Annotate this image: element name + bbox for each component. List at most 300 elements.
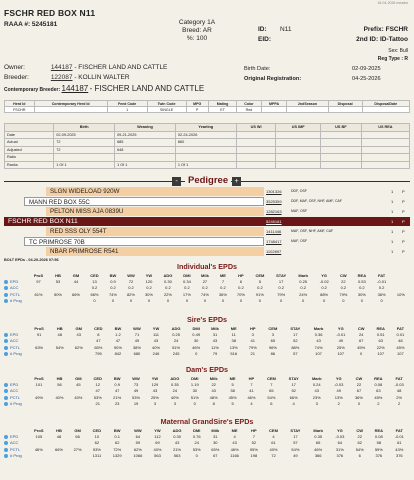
weights-row bbox=[5, 161, 410, 169]
epd-header-cell: Milk bbox=[211, 427, 220, 433]
epd-cell: 0 bbox=[360, 351, 363, 357]
epd-cell: 13% bbox=[229, 344, 238, 350]
epd-header-cell: REA bbox=[376, 325, 385, 331]
contemporary-link[interactable]: 144187 bbox=[61, 84, 89, 93]
epd-cell: 21 bbox=[95, 401, 100, 407]
epd-cell: 97 bbox=[36, 278, 41, 284]
epd-row-label-text: # Prog bbox=[10, 453, 22, 459]
epd-cell: 0.2 bbox=[184, 285, 190, 291]
epd-header-cell: YW bbox=[154, 427, 161, 433]
info-dot-icon bbox=[4, 441, 8, 445]
epd-cell: 67 bbox=[356, 388, 362, 394]
epd-header-cell: REA bbox=[374, 427, 384, 433]
pedigree-row[interactable] bbox=[4, 247, 410, 256]
pedigree-name: RED SSS OLY 554T bbox=[46, 227, 264, 236]
epd-cell: 45% bbox=[396, 344, 405, 350]
herd-header-cell: MPPA bbox=[261, 101, 287, 107]
epd-cell: 13 bbox=[92, 278, 97, 284]
epd-cell: 120 bbox=[145, 278, 153, 284]
weights-row bbox=[5, 146, 410, 154]
epd-cell: 25% bbox=[150, 394, 159, 400]
epd-cell: 6 bbox=[358, 453, 361, 459]
epd-cell: 245 bbox=[172, 351, 180, 357]
epd-row bbox=[4, 298, 410, 305]
category-label: Category 1A bbox=[178, 19, 216, 26]
epd-cell: 54% bbox=[267, 394, 276, 400]
epd-cell: 30% bbox=[357, 291, 366, 297]
epd-table bbox=[4, 272, 410, 304]
epd-cell: 2 bbox=[337, 401, 340, 407]
epd-row-label-text: # Prog bbox=[10, 351, 22, 357]
weights-cell bbox=[236, 139, 276, 147]
epd-cell: 24 bbox=[172, 388, 178, 394]
epd-header-cell: HP bbox=[251, 427, 257, 433]
epd-cell: 0 bbox=[166, 298, 170, 304]
epd-row-label-text: ACC bbox=[10, 440, 19, 446]
epd-cell: 5 bbox=[231, 401, 234, 407]
epd-cell: 65 bbox=[315, 440, 321, 446]
prefix-block bbox=[330, 25, 408, 45]
epd-header-cell: CEM bbox=[266, 375, 276, 381]
weights-cell: Ranks bbox=[5, 161, 54, 169]
epd-header-cell: GM bbox=[72, 272, 80, 278]
epd-cell: 0.2 bbox=[202, 285, 208, 291]
epd-cell: 45% bbox=[357, 344, 366, 350]
owner-link[interactable]: 144187 bbox=[50, 64, 73, 71]
epd-cell: 107 bbox=[337, 351, 345, 357]
epd-cell: 0.49 bbox=[192, 331, 201, 337]
epd-header-cell: CEM bbox=[269, 427, 278, 433]
weights-cell bbox=[320, 154, 361, 162]
epd-cell: 46% bbox=[247, 394, 256, 400]
weights-row bbox=[5, 154, 410, 162]
epd-row bbox=[4, 351, 410, 358]
epd-cell: 40% bbox=[152, 344, 161, 350]
epd-cell: 62 bbox=[357, 440, 362, 446]
epd-header-cell: CED bbox=[93, 375, 102, 381]
epd-cell: 0.2 bbox=[278, 285, 284, 291]
epd-header-cell: ProS bbox=[34, 375, 44, 381]
epd-cell: 53% bbox=[132, 394, 141, 400]
epd-cell: 366 bbox=[314, 453, 322, 459]
registration-number: RAAA #: 5245181 bbox=[4, 21, 58, 28]
epd-cell: 23 bbox=[114, 401, 120, 407]
epd-cell: -0.02 bbox=[319, 278, 329, 284]
epd-cell: 0 bbox=[195, 351, 198, 357]
epd-cell bbox=[28, 351, 50, 358]
category-block bbox=[172, 19, 222, 43]
epd-section-title: Individual's EPDs bbox=[176, 262, 238, 271]
epd-cell: 4 bbox=[250, 401, 253, 407]
epd-cell: 7 bbox=[221, 278, 225, 284]
herd-cell: ET bbox=[208, 107, 236, 113]
epd-cell: 24 bbox=[358, 331, 364, 337]
epd-cell: 63% bbox=[35, 344, 44, 350]
pedigree-flag: P bbox=[402, 199, 405, 204]
pedigree-reg-link[interactable]: 5245181 bbox=[266, 219, 282, 224]
epd-header-cell: ME bbox=[230, 325, 237, 331]
epd-cell: 43 bbox=[153, 338, 159, 344]
epd-cell: 8 bbox=[97, 331, 100, 337]
pedigree-tags: DDF, MAF, OSF, NHF, AMF, CAF bbox=[291, 199, 342, 203]
epd-cell: 107 bbox=[377, 351, 385, 357]
epd-cell: 36% bbox=[377, 291, 386, 297]
pedigree-name: PELTON MISS AJA 0839U bbox=[46, 207, 264, 216]
pedigree-reg-link[interactable]: 1301326 bbox=[266, 189, 282, 194]
epd-cell: 10% bbox=[396, 291, 405, 297]
eid-label: EID: bbox=[258, 36, 271, 43]
epd-cell: 57 bbox=[293, 351, 298, 357]
epd-row-label[interactable] bbox=[4, 453, 28, 460]
weights-cell: 685 bbox=[115, 139, 176, 147]
weights-header-cell: Yearling bbox=[175, 124, 236, 132]
epd-header-cell: HP bbox=[238, 272, 244, 278]
epd-cell: 0.08 bbox=[374, 433, 383, 439]
epd-cell: 17% bbox=[182, 291, 191, 297]
epd-cell: 111 bbox=[152, 331, 160, 337]
epd-cell: 53% bbox=[192, 446, 201, 452]
weights-header-cell: US WI bbox=[236, 124, 276, 132]
epd-cell bbox=[67, 298, 85, 305]
epd-header-cell: GM bbox=[75, 375, 82, 381]
epd-cell: 62 bbox=[94, 440, 100, 446]
epd-header-cell: GM bbox=[74, 427, 81, 433]
weights-cell bbox=[276, 131, 320, 139]
epd-cell: 19 bbox=[133, 401, 139, 407]
epd-header-cell: ADG bbox=[170, 375, 180, 381]
epd-header-cell: REA bbox=[374, 375, 383, 381]
epd-header-cell: ADG bbox=[171, 325, 181, 331]
epd-cell: 49 bbox=[133, 388, 139, 394]
epd-cell: 6 bbox=[239, 278, 243, 284]
pedigree-reg-link[interactable]: 1282163 bbox=[266, 209, 282, 214]
weights-cell bbox=[276, 154, 320, 162]
epd-header-cell: FAT bbox=[377, 272, 386, 278]
weights-cell bbox=[175, 154, 236, 162]
sex-label: Sex: Bull bbox=[388, 48, 408, 54]
info-dot-icon bbox=[4, 435, 8, 439]
epd-cell: 86 bbox=[270, 351, 276, 357]
epd-cell: 66% bbox=[54, 446, 63, 452]
epd-cell: 54% bbox=[355, 446, 364, 452]
pedigree-row-subject[interactable] bbox=[4, 217, 410, 226]
epd-cell: 47 bbox=[96, 338, 101, 344]
weights-cell: Adjusted bbox=[5, 146, 54, 154]
epd-header-cell: STAY bbox=[288, 375, 299, 381]
epd-header-cell: ProS bbox=[34, 427, 44, 433]
epd-cell: 1166 bbox=[230, 453, 239, 459]
epd-cell: 0.2 bbox=[340, 285, 347, 291]
epd-header-cell: HP bbox=[248, 375, 255, 381]
epd-cell: 2 bbox=[377, 401, 380, 407]
epd-cell: 43 bbox=[316, 338, 321, 344]
timestamp: 16-04-2026 meadsr bbox=[377, 1, 408, 5]
epd-cell: 30 bbox=[193, 338, 199, 344]
weights-cell bbox=[236, 146, 276, 154]
weights-cell bbox=[276, 139, 320, 147]
epd-cell: 563 bbox=[154, 453, 161, 459]
epd-cell bbox=[28, 298, 49, 305]
weights-cell bbox=[361, 161, 409, 169]
epd-cell: 65% bbox=[94, 344, 103, 350]
weights-cell: Date bbox=[5, 131, 54, 139]
epd-cell: 376 bbox=[336, 453, 344, 459]
epd-cell: 36% bbox=[354, 394, 363, 400]
epd-cell: 79% bbox=[248, 344, 257, 350]
epd-row-label[interactable] bbox=[4, 351, 28, 358]
epd-cell: 54% bbox=[55, 344, 64, 350]
epd-cell: 79% bbox=[277, 291, 286, 297]
birth-date: 02-09-2025 bbox=[352, 66, 381, 72]
epd-cell: 66% bbox=[90, 291, 99, 297]
epd-row-label[interactable] bbox=[4, 401, 28, 408]
herd-cell bbox=[328, 107, 362, 113]
epd-cell: 22 bbox=[211, 381, 216, 387]
info-dot-icon bbox=[4, 339, 8, 343]
epd-cell: 107 bbox=[397, 351, 404, 357]
pedigree-reg-link[interactable]: 1102897 bbox=[266, 249, 282, 254]
weights-cell: 02-24-2026 bbox=[175, 131, 236, 139]
epd-cell: 0.2 bbox=[321, 285, 327, 291]
herd-header-cell: Contemporary Herd Id bbox=[34, 101, 107, 107]
pedigree-tags: MAF, OSF, NHF, AMF, CAF bbox=[291, 229, 334, 233]
epd-header-cell: ADG bbox=[172, 427, 182, 433]
epd-section-title: Maternal GrandSire's EPDs bbox=[160, 417, 254, 426]
epd-cell: 24% bbox=[299, 291, 308, 297]
herd-cell: P bbox=[186, 107, 208, 113]
epd-header-cell: HB bbox=[55, 272, 61, 278]
epd-cell: 13% bbox=[334, 394, 343, 400]
epd-cell: 40% bbox=[74, 394, 83, 400]
pedigree-row[interactable] bbox=[4, 187, 410, 196]
epd-header-cell: BW bbox=[109, 272, 117, 278]
epd-header-cell: Milk bbox=[211, 325, 219, 331]
epd-cell: 41 bbox=[250, 338, 255, 344]
weights-header-cell: US IMF bbox=[276, 124, 320, 132]
herd-header-cell: Feed Code bbox=[107, 101, 147, 107]
weights-cell: 72 bbox=[54, 139, 115, 147]
epd-cell: 0 bbox=[323, 298, 326, 304]
weights-header-cell: Weaning bbox=[115, 124, 176, 132]
epd-header-cell: Marb bbox=[311, 375, 322, 381]
epd-cell: 44 bbox=[73, 278, 79, 284]
epd-cell: 62 bbox=[114, 440, 120, 446]
weights-cell bbox=[361, 146, 409, 154]
herd-cell: FSCHR bbox=[5, 107, 35, 113]
epd-cell: 88% bbox=[291, 344, 300, 350]
herd-header-cell: MPG bbox=[186, 101, 208, 107]
epd-cell: 198 bbox=[250, 453, 258, 459]
epd-cell: 1329 bbox=[112, 453, 122, 459]
weights-cell bbox=[175, 146, 236, 154]
epd-cell: 1066 bbox=[133, 453, 143, 459]
epd-cell: 2% bbox=[396, 394, 403, 400]
epd-cell: 0.35 bbox=[170, 381, 179, 387]
epd-cell: 12 bbox=[95, 381, 100, 387]
epd-cell: 0.53 bbox=[357, 278, 366, 284]
epd-cell: 101 bbox=[35, 381, 43, 387]
epd-cell: 3 bbox=[251, 331, 254, 337]
epd-cell: 61% bbox=[34, 291, 43, 297]
epd-cell: 62% bbox=[74, 344, 83, 350]
epd-header-cell: Marb bbox=[313, 427, 323, 433]
epd-header-cell: CED bbox=[90, 272, 99, 278]
owner-name: - FISCHER LAND AND CATTLE bbox=[74, 64, 168, 71]
epd-cell: 0 bbox=[111, 298, 115, 304]
weights-cell bbox=[320, 131, 361, 139]
owner-label: Owner: bbox=[4, 64, 25, 71]
epd-cell: 31% bbox=[335, 446, 344, 452]
weights-cell: Ratio bbox=[5, 154, 54, 162]
epd-row-label-text: PCTL bbox=[10, 291, 21, 297]
epd-header-cell: CEM bbox=[268, 325, 278, 331]
epd-cell: 0.2 bbox=[165, 285, 171, 291]
epd-cell: 74% bbox=[200, 291, 209, 297]
epd-cell: 64 bbox=[337, 440, 343, 446]
epd-cell: 0 bbox=[185, 298, 189, 304]
epd-cell: 45% bbox=[228, 394, 237, 400]
epd-header-cell: YW bbox=[145, 272, 153, 278]
pedigree-reg-link[interactable]: 1748417 bbox=[266, 239, 282, 244]
epd-cell: 40% bbox=[55, 394, 64, 400]
pedigree-row[interactable] bbox=[4, 237, 410, 246]
herd-data-row bbox=[5, 107, 410, 113]
epd-cell: 61 bbox=[397, 440, 402, 446]
pedigree-row[interactable] bbox=[4, 227, 410, 236]
epd-cell: 74% bbox=[108, 291, 117, 297]
pedigree-reg-link[interactable]: 1411446 bbox=[266, 229, 282, 234]
weights-header-row bbox=[5, 124, 410, 132]
epd-header-cell: BW bbox=[114, 325, 122, 331]
breeder-name: - KOLLIN WALTER bbox=[74, 74, 130, 81]
pedigree-expand-button[interactable]: + bbox=[232, 177, 241, 186]
epd-cell: 11 bbox=[231, 331, 236, 337]
epd-cell: 0.2 bbox=[300, 285, 306, 291]
epd-cell: 49 bbox=[336, 388, 341, 394]
epd-cell: 0.2 bbox=[128, 285, 134, 291]
epd-header-cell: REA bbox=[357, 272, 367, 278]
epd-cell: 67 bbox=[358, 338, 364, 344]
reg-type-label: Reg Type : R bbox=[377, 56, 408, 62]
bolt-epd-date: BOLT EPDs - 04-20-2026 07:56 bbox=[4, 258, 59, 262]
epd-cell: 38 bbox=[230, 388, 235, 394]
weights-cell bbox=[54, 154, 115, 162]
epd-cell: 90% bbox=[113, 344, 122, 350]
epd-cell: 43 bbox=[211, 388, 216, 394]
epd-cell: 43 bbox=[152, 388, 158, 394]
epd-cell: 72 bbox=[128, 278, 134, 284]
epd-cell: 0.25 bbox=[299, 278, 308, 284]
epd-cell: 53% bbox=[93, 394, 102, 400]
epd-cell: 0.25 bbox=[172, 331, 180, 337]
epd-cell: 43 bbox=[232, 440, 237, 446]
epd-row bbox=[4, 453, 410, 460]
epd-header-cell: CW bbox=[340, 272, 347, 278]
pedigree-name: NBAR PRIMROSE R541 bbox=[46, 247, 264, 256]
weights-row bbox=[5, 131, 410, 139]
epd-header-cell: WW bbox=[132, 375, 140, 381]
pedigree-flag: P bbox=[402, 249, 405, 254]
original-reg-date: 04-25-2026 bbox=[352, 76, 381, 82]
epd-cell: 4 bbox=[233, 433, 236, 439]
epd-header-cell: CW bbox=[357, 325, 365, 331]
pedigree-flag: P bbox=[402, 209, 405, 214]
weights-cell bbox=[236, 154, 276, 162]
pedigree-row[interactable] bbox=[4, 197, 410, 206]
epd-cell: 61 bbox=[271, 440, 276, 446]
pedigree-name: MANN RED BOX 55C bbox=[24, 197, 264, 206]
info-dot-icon bbox=[4, 346, 8, 350]
pedigree-collapse-button[interactable]: - bbox=[172, 177, 181, 186]
epd-cell: 0.2 bbox=[378, 285, 385, 291]
sex-block bbox=[378, 47, 408, 63]
epd-row-label-text: ACC bbox=[10, 285, 19, 291]
epd-cell: 0 bbox=[193, 401, 196, 407]
pedigree-row[interactable] bbox=[4, 207, 410, 216]
epd-cell: 30 bbox=[213, 440, 218, 446]
breeder-link[interactable]: 122087 bbox=[50, 74, 73, 81]
pedigree-reg-link[interactable]: 3525359 bbox=[266, 199, 282, 204]
epd-cell: 51% bbox=[190, 394, 199, 400]
info-dot-icon bbox=[4, 454, 8, 458]
epd-cell bbox=[49, 298, 67, 305]
epd-cell: 0.76 bbox=[192, 433, 201, 439]
epd-cell: 65% bbox=[211, 446, 220, 452]
epd-section-title: Sire's EPDs bbox=[186, 315, 228, 324]
epd-cell: 24 bbox=[194, 440, 199, 446]
pedigree-flag: 1 bbox=[391, 249, 394, 254]
epd-cell: 1.19 bbox=[190, 381, 199, 387]
epd-row-label-text: PCTL bbox=[10, 344, 21, 350]
epd-row-label[interactable] bbox=[4, 298, 28, 305]
epd-cell: 0 bbox=[342, 298, 345, 304]
epd-cell: 53% bbox=[92, 446, 101, 452]
epd-cell: 46% bbox=[34, 446, 43, 452]
epd-row-label-text: ACC bbox=[10, 388, 19, 394]
epd-cell: 0.2 bbox=[238, 285, 244, 291]
pedigree-tags: MAF, OSF bbox=[291, 209, 308, 213]
epd-cell: 40% bbox=[170, 394, 179, 400]
epd-cell: 0 bbox=[239, 298, 243, 304]
epd-cell: 36% bbox=[218, 291, 227, 297]
percent-label: %: 100 bbox=[186, 35, 208, 42]
epd-cell: 62% bbox=[133, 446, 142, 452]
epd-header-cell: BW bbox=[113, 427, 121, 433]
epd-cell bbox=[69, 351, 88, 358]
epd-cell: 0 bbox=[195, 453, 198, 459]
epd-cell: 66 bbox=[75, 433, 80, 439]
epd-cell: 52 bbox=[291, 388, 296, 394]
info-dot-icon bbox=[4, 402, 8, 406]
epd-cell: 96% bbox=[268, 344, 277, 350]
epd-table bbox=[4, 375, 410, 407]
epd-cell: 7 bbox=[270, 381, 273, 387]
epd-header-cell: STAY bbox=[276, 272, 287, 278]
weights-cell: 648 bbox=[115, 146, 176, 154]
pedigree-flag: 1 bbox=[391, 189, 394, 194]
epd-cell: 0.35 bbox=[314, 433, 323, 439]
epd-header-cell: ProS bbox=[34, 325, 44, 331]
epd-cell: 45% bbox=[374, 394, 383, 400]
info-dot-icon bbox=[4, 293, 8, 297]
epd-cell: 17 bbox=[293, 433, 298, 439]
epd-cell: 17 bbox=[293, 331, 298, 337]
herd-cell: SINGLE bbox=[147, 107, 186, 113]
epd-cell: 246 bbox=[152, 351, 160, 357]
epd-header-cell: STAY bbox=[290, 325, 301, 331]
weights-cell: 860 bbox=[175, 139, 236, 147]
epd-cell: 88% bbox=[320, 291, 329, 297]
